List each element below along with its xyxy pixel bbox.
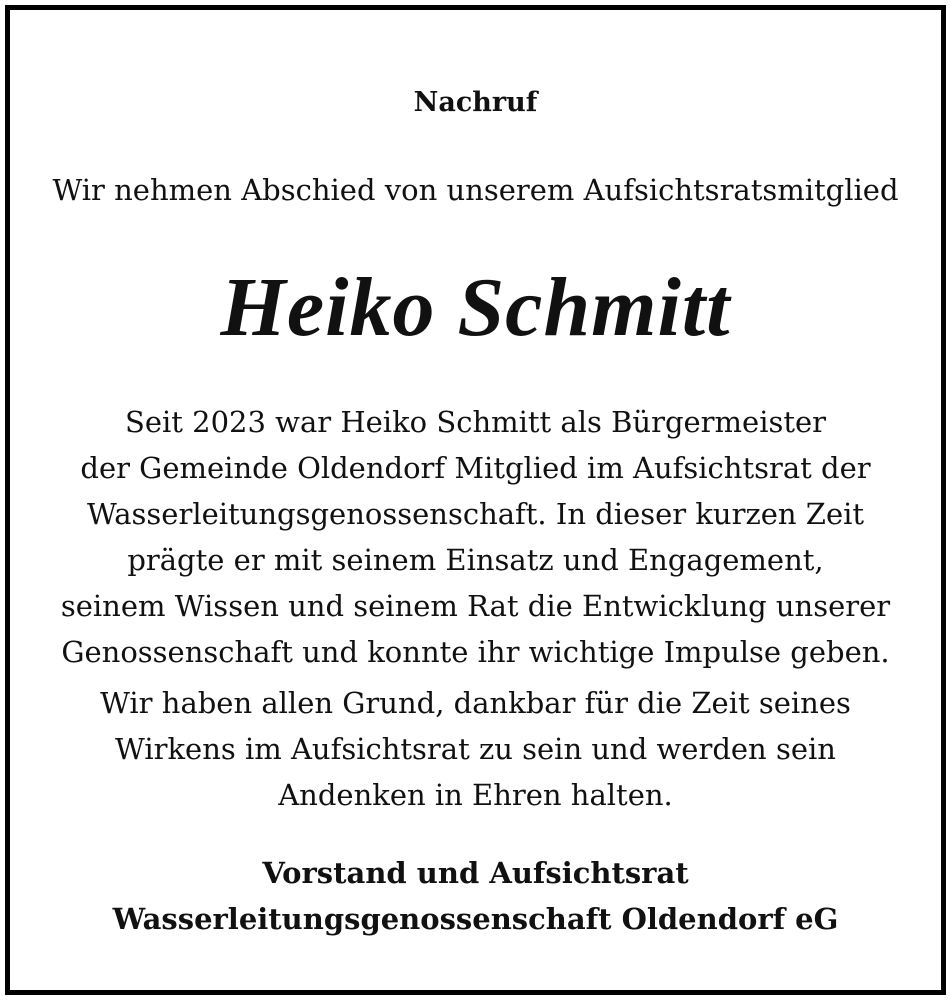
- text-line: Seit 2023 war Heiko Schmitt als Bürgermeister: [124, 405, 827, 439]
- signature-line: Wasserleitungsgenossenschaft Oldendorf eG: [112, 902, 839, 936]
- deceased-name: Heiko Schmitt: [220, 261, 731, 354]
- text-line: Wirkens im Aufsichtsrat zu sein und werden sein: [115, 732, 836, 766]
- intro-line: Wir nehmen Abschied von unserem Aufsichtsratsmitglied: [52, 173, 899, 207]
- paragraph-service: [10, 399, 941, 583]
- text-line: prägte er mit seinem Einsatz und Engagement,: [127, 543, 824, 577]
- text-line: Wasserleitungsgenossenschaft. In dieser kurzen Zeit: [86, 497, 865, 531]
- obituary-notice: [5, 5, 946, 995]
- signature-block: [10, 850, 941, 942]
- text-line: Wir haben allen Grund, dankbar für die Zeit seines: [100, 686, 851, 720]
- paragraph-contribution: [10, 583, 941, 675]
- notice-heading: Nachruf: [413, 87, 538, 118]
- text-line: Andenken in Ehren halten.: [278, 778, 673, 812]
- signature-line: Vorstand und Aufsichtsrat: [262, 856, 689, 890]
- text-line: der Gemeinde Oldendorf Mitglied im Aufsichtsrat der: [80, 451, 871, 485]
- text-line: seinem Wissen und seinem Rat die Entwicklung unserer: [60, 589, 891, 623]
- paragraph-gratitude: [10, 680, 941, 818]
- text-line: Genossenschaft und konnte ihr wichtige Impulse geben.: [61, 635, 890, 669]
